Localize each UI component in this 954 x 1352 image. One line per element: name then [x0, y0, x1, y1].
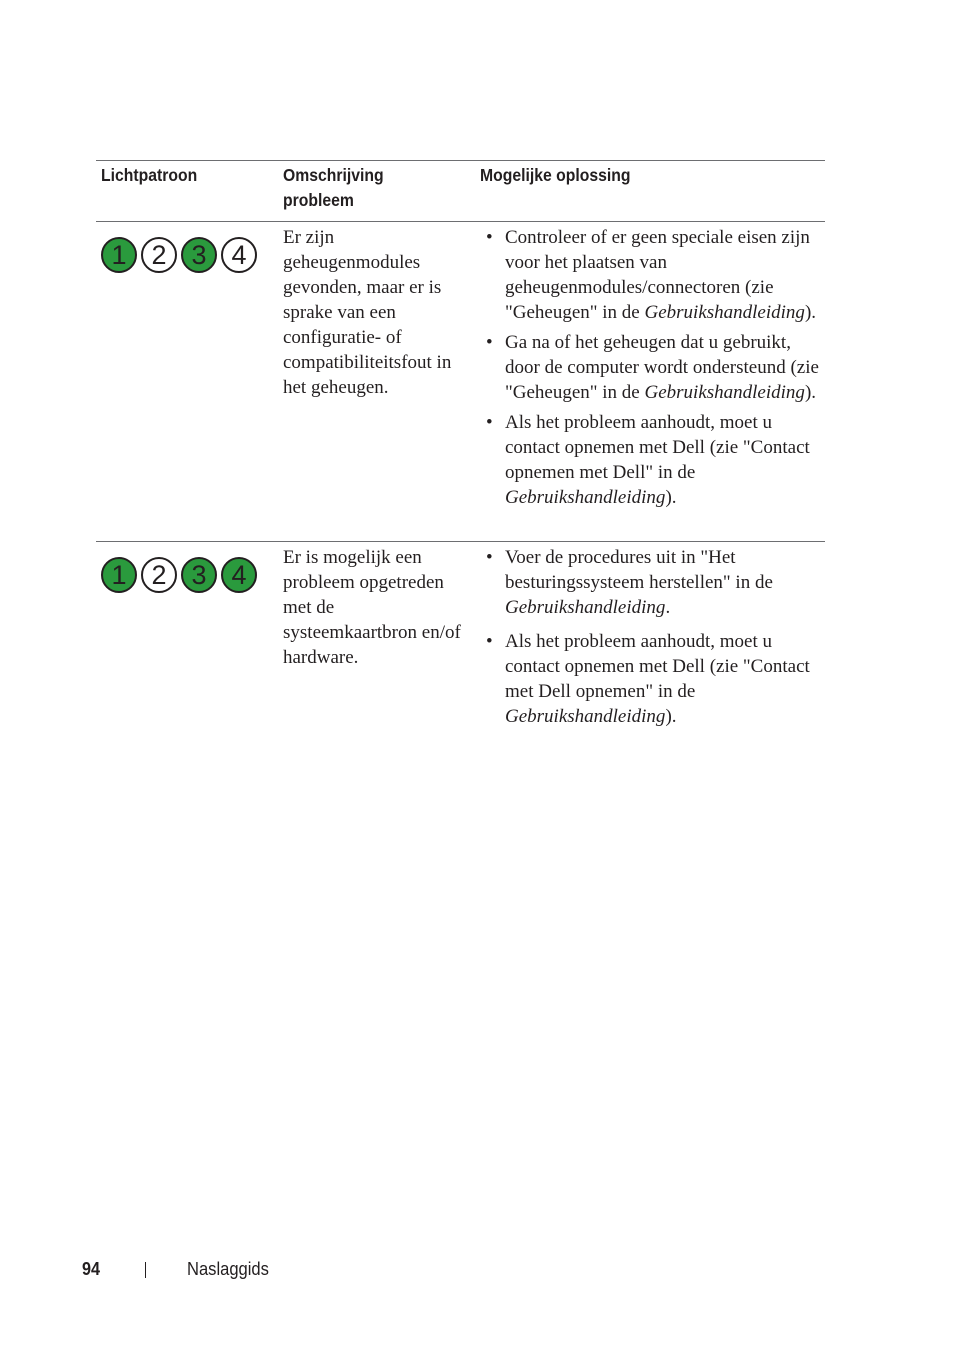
problem-description: Er zijn geheugenmodules gevonden, maar er is sprake van een configuratie- of compatibiliteitsfout in het geheugen. — [283, 227, 452, 398]
row-rule — [96, 541, 825, 542]
page-number: 94 — [82, 1259, 101, 1279]
diagnostic-light-icon — [181, 237, 217, 273]
led-number: 2 — [151, 559, 167, 590]
header-problem-description: Omschrijving probleem — [283, 165, 384, 210]
diagnostic-light-icon — [141, 557, 177, 593]
header-possible-solution: Mogelijke oplossing — [480, 165, 631, 185]
led-number: 1 — [111, 559, 127, 590]
solution-tail: ). — [804, 302, 817, 323]
manual-reference: Gebruikshandleiding — [505, 706, 666, 727]
problem-description: Er is mogelijk een probleem opgetreden met de systeemkaartbron en/of hardware. — [283, 547, 461, 668]
solution-item — [484, 410, 824, 510]
solution-item — [484, 330, 824, 405]
diagnostic-light-icon — [101, 557, 137, 593]
manual-reference: Gebruikshandleiding — [505, 487, 666, 508]
manual-reference: Gebruikshandleiding — [644, 382, 805, 403]
solution-text: Als het probleem aanhoudt, moet u contact opnemen met Dell (zie "Contact opnemen met Dell" in de — [505, 412, 810, 483]
led-number: 1 — [111, 239, 127, 270]
footer-title: Naslaggids — [187, 1259, 269, 1279]
solution-text: Als het probleem aanhoudt, moet u contact opnemen met Dell (zie "Contact met Dell opnemen" in de — [505, 631, 810, 702]
led-number: 4 — [231, 559, 247, 590]
solution-tail: . — [665, 597, 671, 618]
manual-reference: Gebruikshandleiding — [644, 302, 805, 323]
diagnostic-light-icon — [221, 557, 257, 593]
solution-item — [484, 629, 824, 729]
table-top-rule — [96, 160, 825, 161]
diagnostic-light-icon — [101, 237, 137, 273]
diagnostic-lights — [101, 557, 261, 593]
solution-tail: ). — [665, 487, 677, 508]
diagnostic-light-icon — [141, 237, 177, 273]
solution-tail: ). — [665, 706, 677, 727]
led-number: 3 — [191, 239, 207, 270]
led-number: 2 — [151, 239, 167, 270]
solution-text: Ga na of het geheugen dat u gebruikt, door de computer wordt ondersteund (zie "Geheugen" in de — [505, 332, 819, 403]
solution-list — [484, 545, 824, 729]
solution-list — [484, 225, 824, 510]
solution-text: Controleer of er geen speciale eisen zijn voor het plaatsen van geheugenmodules/connectoren (zie "Geheugen" in de — [505, 227, 810, 323]
solution-text: Voer de procedures uit in "Het besturingssysteem herstellen" in de — [505, 547, 773, 593]
header-rule — [96, 221, 825, 222]
solution-item — [484, 545, 824, 620]
diagnostic-light-icon — [221, 237, 257, 273]
diagnostic-light-icon — [181, 557, 217, 593]
manual-reference: Gebruikshandleiding — [505, 597, 666, 618]
led-number: 3 — [191, 559, 207, 590]
diagnostic-lights — [101, 237, 261, 273]
header-light-pattern: Lichtpatroon — [101, 165, 198, 185]
footer-separator — [145, 1262, 146, 1278]
led-number: 4 — [231, 239, 247, 270]
solution-tail: ). — [804, 382, 817, 403]
solution-item — [484, 225, 824, 325]
